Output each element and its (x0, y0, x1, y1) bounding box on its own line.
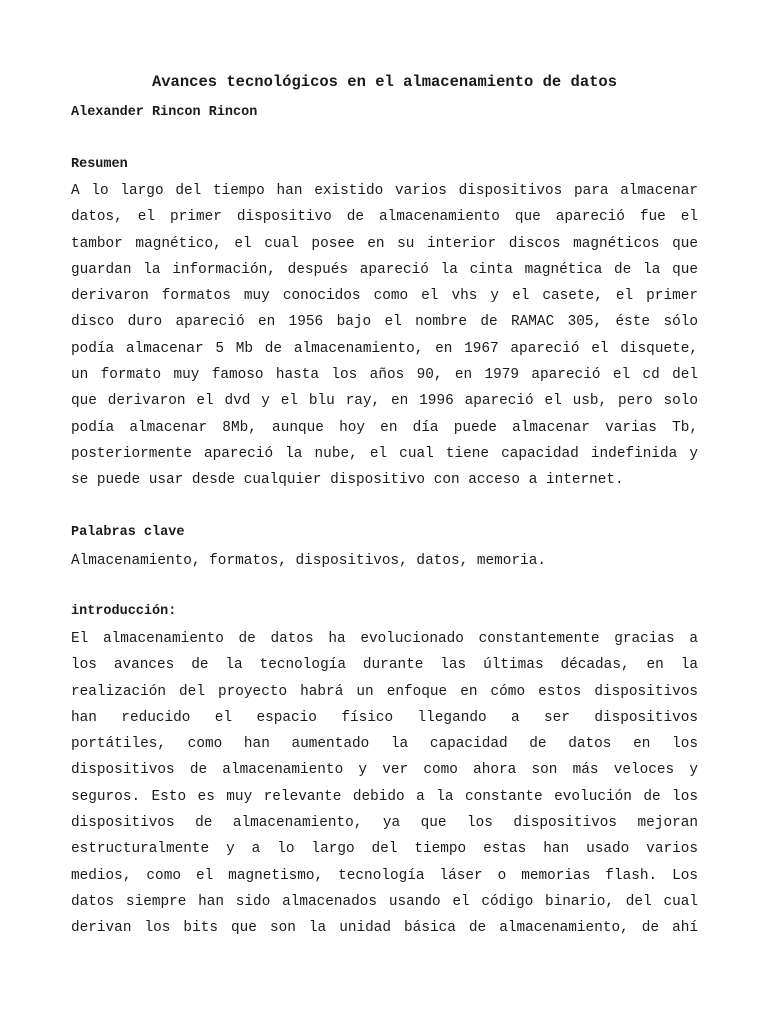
introduction-line: seguros. Esto es muy relevante debido a la constante evolución de los (71, 788, 698, 805)
keywords-paragraph (71, 548, 698, 574)
introduction-line: los avances de la tecnología durante las últimas décadas, en la (71, 657, 698, 674)
introduction-line: estructuralmente y a lo largo del tiempo estas han usado varios (71, 841, 698, 858)
keywords-heading: Palabras clave (71, 525, 185, 540)
introduction-line: medios, como el magnetismo, tecnología láser o memorias flash. Los (71, 867, 698, 884)
introduction-line: realización del proyecto habrá un enfoque en cómo estos dispositivos (71, 683, 698, 700)
abstract-line: derivaron formatos muy conocidos como el vhs y el casete, el primer (71, 288, 698, 305)
introduction-line: El almacenamiento de datos ha evolucionado constantemente gracias a (71, 631, 698, 647)
introduction-paragraph (71, 626, 698, 942)
abstract-line: posteriormente apareció la nube, el cual tiene capacidad indefinida y (71, 445, 698, 462)
document-title: Avances tecnológicos en el almacenamiento de datos (151, 73, 618, 91)
keywords-text: Almacenamiento, formatos, dispositivos, datos, memoria. (71, 553, 546, 569)
abstract-line: guardan la información, después apareció la cinta magnética de la que (71, 261, 698, 278)
abstract-line: que derivaron el dvd y el blu ray, en 1996 apareció el usb, pero solo (71, 393, 698, 410)
abstract-line: A lo largo del tiempo han existido varios dispositivos para almacenar (71, 183, 698, 199)
introduction-line: dispositivos de almacenamiento, ya que los dispositivos mejoran (71, 815, 698, 832)
introduction-line: derivan los bits que son la unidad básica de almacenamiento, de ahí (71, 920, 698, 937)
abstract-line: se puede usar desde cualquier dispositivo con acceso a internet. (71, 472, 624, 489)
abstract-line: datos, el primer dispositivo de almacenamiento que apareció fue el (71, 209, 698, 226)
introduction-line: datos siempre han sido almacenados usando el código binario, del cual (71, 893, 698, 910)
abstract-line: disco duro apareció en 1956 bajo el nombre de RAMAC 305, éste sólo (71, 314, 698, 331)
introduction-line: portátiles, como han aumentado la capacidad de datos en los (71, 736, 698, 753)
abstract-line: tambor magnético, el cual posee en su interior discos magnéticos que (71, 235, 698, 252)
abstract-heading: Resumen (71, 157, 128, 172)
abstract-line: un formato muy famoso hasta los años 90, en 1979 apareció el cd del (71, 367, 698, 384)
introduction-line: dispositivos de almacenamiento y ver como ahora son más veloces y (71, 762, 698, 779)
abstract-line: podía almacenar 8Mb, aunque hoy en día puede almacenar varias Tb, (71, 419, 698, 436)
introduction-line: han reducido el espacio físico llegando a ser dispositivos (71, 709, 698, 726)
abstract-line: podía almacenar 5 Mb de almacenamiento, en 1967 apareció el disquete, (71, 340, 698, 357)
author-name: Alexander Rincon Rincon (71, 105, 258, 120)
introduction-heading: introducción: (71, 604, 177, 619)
abstract-paragraph (71, 178, 698, 494)
